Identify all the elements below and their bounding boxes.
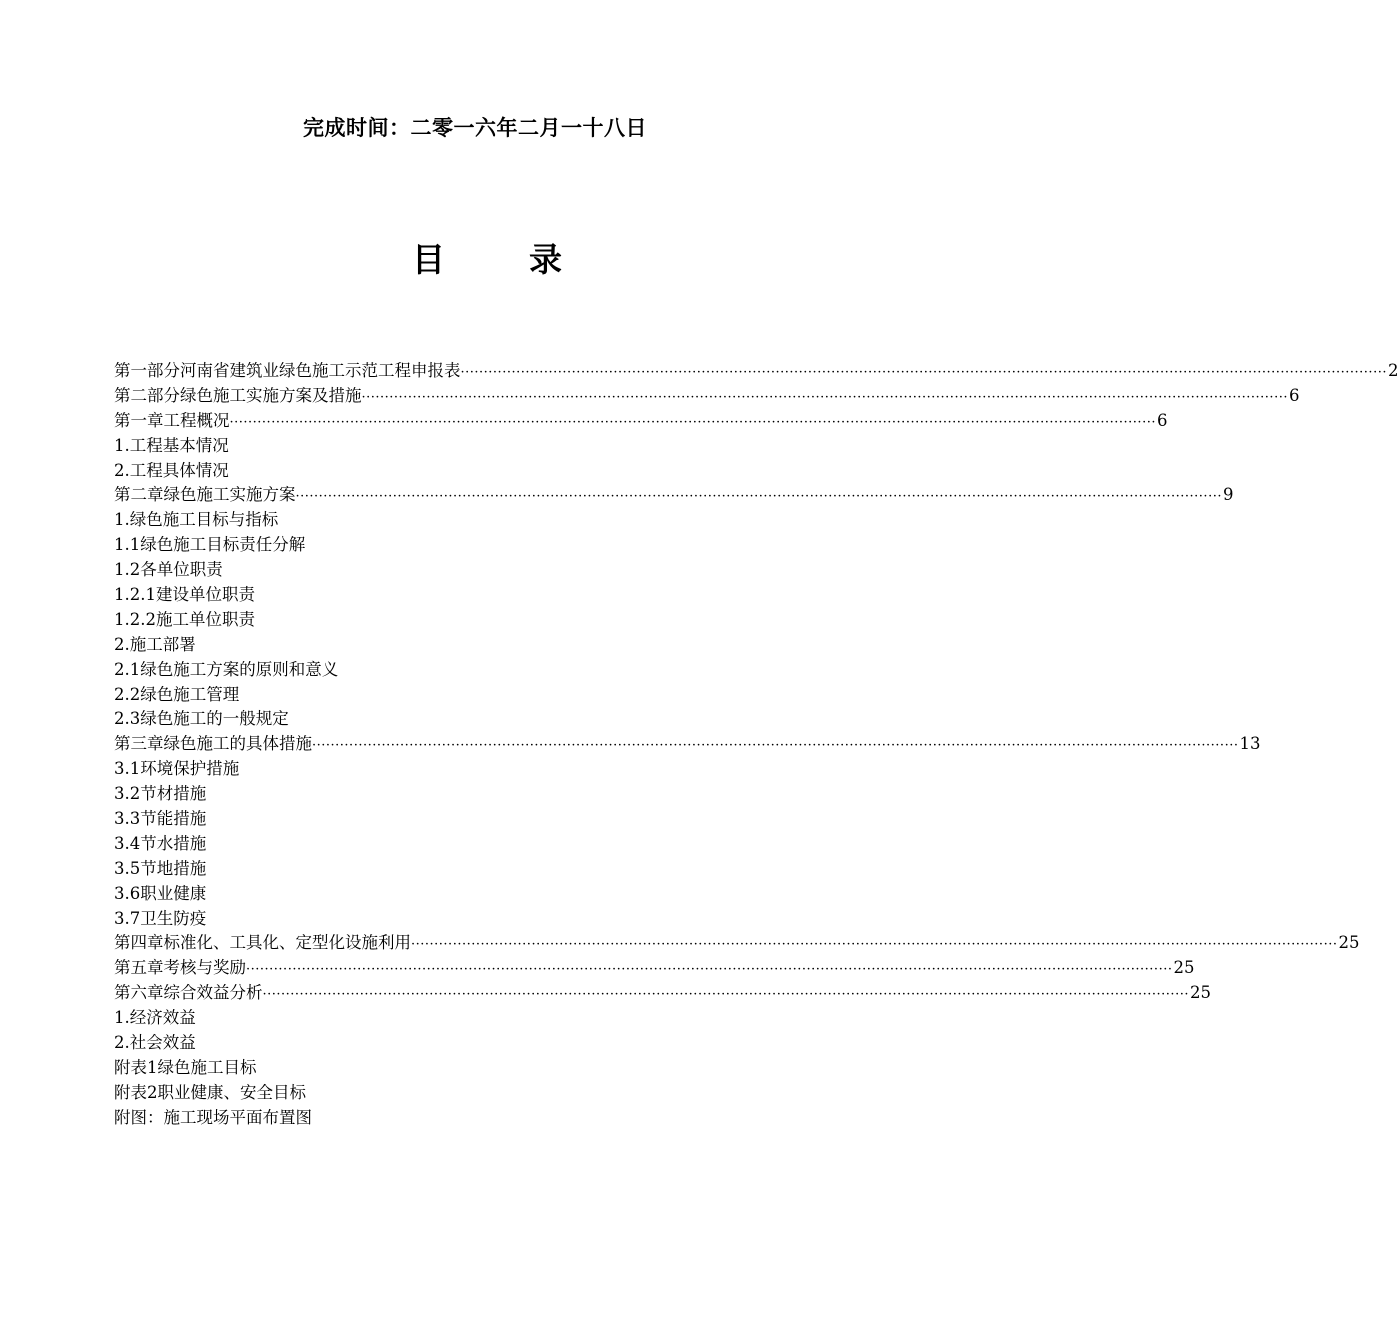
toc-entry-label: 附表1绿色施工目标 [114,1057,257,1077]
toc-entry-label: 1.2.2施工单位职责 [114,609,255,629]
toc-entry[interactable] [114,807,854,832]
toc-entry-label: 第三章绿色施工的具体措施 [114,734,312,754]
toc-leader-dots: ········································································································································································································ [460,365,1387,380]
toc-entry-label: 1.绿色施工目标与指标 [114,510,279,530]
toc-entry-label: 1.2各单位职责 [114,560,223,580]
toc-entry[interactable] [114,832,854,857]
toc-entry-label: 2.1绿色施工方案的原则和意义 [114,659,339,679]
toc-leader-dots: ········································································································································································································ [361,389,1288,405]
toc-entry[interactable] [114,633,854,658]
toc-entry-label: 2.2绿色施工管理 [114,684,240,704]
toc-entry-label: 1.工程基本情况 [114,435,229,455]
toc-entry-label: 2.社会效益 [114,1033,196,1053]
toc-entry-label: 第一部分河南省建筑业绿色施工示范工程申报表 [114,361,461,380]
toc-entry[interactable] [114,558,854,583]
toc-entry-label: 2.3绿色施工的一般规定 [114,709,289,729]
toc-entry[interactable] [114,707,854,732]
toc-entry[interactable] [114,434,854,459]
toc-entry-page: 9 [1222,485,1234,505]
toc-entry[interactable] [114,583,854,608]
toc-entry-label: 附图：施工现场平面布置图 [114,1107,312,1127]
toc-leader-dots: ········································································································································································································ [411,937,1338,953]
toc-entry[interactable] [114,608,854,633]
toc-entry[interactable] [114,483,1234,508]
toc-entry-label: 1.经济效益 [114,1008,196,1028]
toc-entry[interactable] [114,683,854,708]
toc-entry-page: 6 [1288,385,1300,405]
toc-entry-page: 13 [1239,734,1261,754]
toc-entry-label: 2.施工部署 [114,634,196,654]
toc-entry[interactable] [114,782,854,807]
toc-leader-dots: ········································································································································································································ [295,489,1222,505]
toc-entry[interactable] [114,1006,854,1031]
toc-entry[interactable] [114,882,854,907]
toc-entry-label: 第二部分绿色施工实施方案及措施 [114,385,362,405]
toc-leader-dots: ········································································································································································································ [262,987,1189,1003]
toc-entry[interactable] [114,732,1261,757]
toc-entry-page: 25 [1173,958,1195,978]
toc-entry[interactable] [114,459,854,484]
toc-title [412,234,562,281]
toc-entry-label: 第一章工程概况 [114,410,230,430]
toc-entry-page: 25 [1189,983,1211,1003]
toc-entry[interactable] [114,1031,854,1056]
toc-entry-label: 3.5节地措施 [114,858,207,878]
toc-entry-label: 3.3节能措施 [114,809,207,829]
toc-entry[interactable] [114,956,1195,981]
toc-title-part2: 录 [529,240,562,279]
toc-entry-label: 附表2职业健康、安全目标 [114,1082,306,1102]
toc-entry[interactable] [114,359,1398,384]
toc-entry-page: 6 [1156,410,1168,430]
toc-leader-dots: ········································································································································································································ [246,962,1173,978]
toc-entry-label: 1.2.1建设单位职责 [114,585,255,605]
toc-entry[interactable] [114,384,1300,409]
toc-entry-page: 2 [1387,361,1398,380]
toc-entry[interactable] [114,533,854,558]
toc-entry-label: 3.6职业健康 [114,883,207,903]
toc-entry[interactable] [114,857,854,882]
toc-entry-label: 3.7卫生防疫 [114,908,207,928]
toc-entry[interactable] [114,658,854,683]
toc-entry[interactable] [114,907,854,932]
toc-title-part1: 目 [412,240,445,279]
toc-entry[interactable] [114,508,854,533]
toc-entry[interactable] [114,1106,854,1131]
toc-entry-label: 第五章考核与奖励 [114,958,246,978]
toc-entry-label: 第二章绿色施工实施方案 [114,485,296,505]
toc-entry[interactable] [114,931,1360,956]
toc-entry-label: 3.1环境保护措施 [114,759,240,779]
toc-entry-label: 3.4节水措施 [114,833,207,853]
toc-leader-dots: ········································································································································································································ [229,414,1156,430]
toc-leader-dots: ········································································································································································································ [312,738,1239,754]
toc-entry-label: 1.1绿色施工目标责任分解 [114,535,306,555]
toc-entry-page: 25 [1338,933,1360,953]
toc-entry[interactable] [114,1056,854,1081]
toc-entry-label: 第四章标准化、工具化、定型化设施利用 [114,933,411,953]
table-of-contents [114,359,1398,1131]
completion-time: 完成时间：二零一六年二月一十八日 [303,116,647,140]
toc-entry[interactable] [114,981,1211,1006]
toc-entry-label: 2.工程具体情况 [114,460,229,480]
toc-entry[interactable] [114,757,854,782]
toc-entry[interactable] [114,1081,854,1106]
toc-entry-label: 第六章综合效益分析 [114,983,263,1003]
toc-entry[interactable] [114,409,1168,434]
toc-entry-label: 3.2节材措施 [114,784,207,804]
